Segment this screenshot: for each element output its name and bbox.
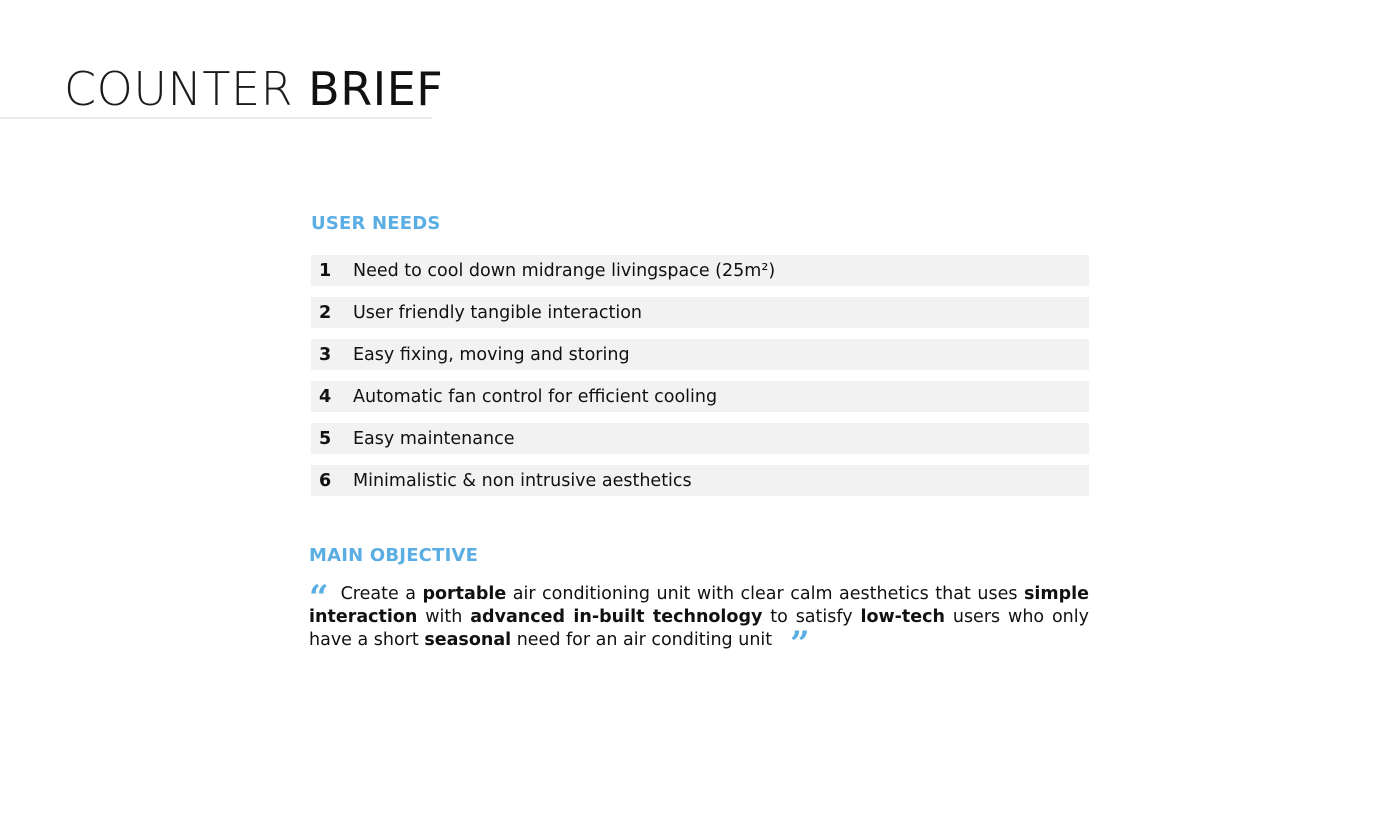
page-title <box>64 62 443 116</box>
list-item <box>311 339 1089 370</box>
list-item <box>311 423 1089 454</box>
item-number: 4 <box>319 386 332 407</box>
body-text: to satisfy <box>762 607 861 627</box>
item-text: Minimalistic & non intrusive aesthetics <box>353 470 692 491</box>
body-text: Create a <box>340 584 423 604</box>
objective-text <box>309 584 1089 650</box>
emphasis-text: simple interaction <box>309 584 1090 627</box>
user-needs-list <box>311 255 1089 507</box>
item-text: Automatic fan control for efficient cooling <box>353 386 718 407</box>
emphasis-text: low-tech <box>860 607 945 627</box>
title-divider <box>0 117 432 119</box>
list-item <box>311 465 1089 496</box>
emphasis-text: portable <box>422 584 507 604</box>
objective-quote <box>309 578 1090 664</box>
emphasis-text: seasonal <box>424 630 512 650</box>
list-item <box>311 381 1089 412</box>
user-needs-heading: USER NEEDS <box>311 213 441 234</box>
item-number: 3 <box>319 344 332 365</box>
list-item <box>311 255 1089 286</box>
item-text: Easy maintenance <box>353 428 515 449</box>
item-text: Need to cool down midrange livingspace (25m²) <box>353 260 776 281</box>
main-objective-heading: MAIN OBJECTIVE <box>309 545 479 566</box>
body-text: users who only have a short <box>309 607 1089 650</box>
emphasis-text: advanced in-built technology <box>470 607 763 627</box>
item-text: User friendly tangible interaction <box>353 302 643 323</box>
item-number: 6 <box>319 470 332 491</box>
item-number: 1 <box>319 260 332 281</box>
item-text: Easy fixing, moving and storing <box>353 344 630 365</box>
open-quote-icon: “ <box>309 578 329 618</box>
body-text: need for an air conditing unit <box>511 630 773 650</box>
list-item <box>311 297 1089 328</box>
item-number: 2 <box>319 302 332 323</box>
body-text: air conditioning unit with clear calm aesthetics that uses <box>506 584 1024 604</box>
body-text: with <box>417 607 471 627</box>
title-bold: BRIEF <box>308 62 444 116</box>
title-light: COUNTER <box>64 62 294 116</box>
item-number: 5 <box>319 428 332 449</box>
close-quote-icon: ” <box>790 624 810 664</box>
